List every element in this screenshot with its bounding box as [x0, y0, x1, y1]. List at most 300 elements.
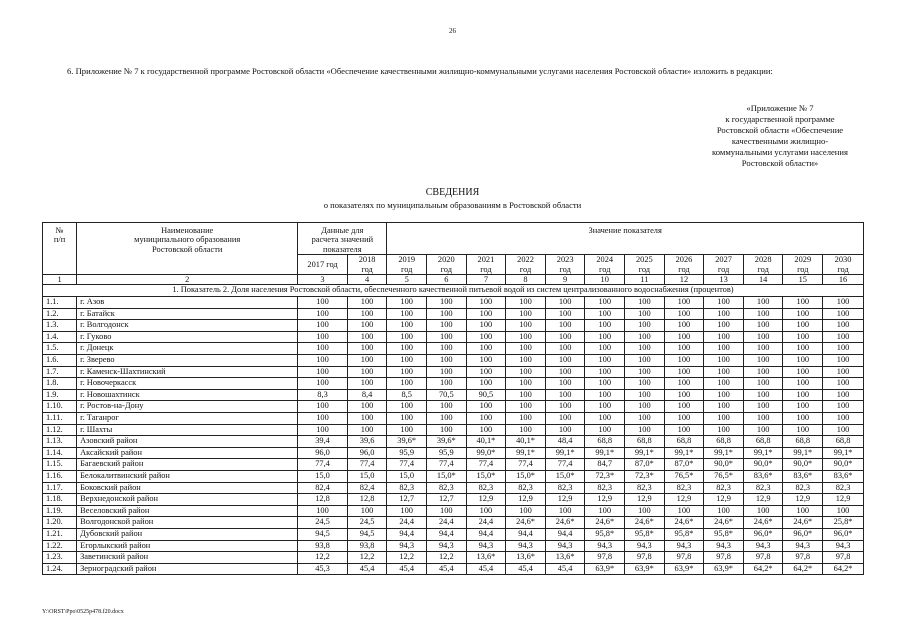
value-cell: 82,4 [347, 482, 387, 494]
table-row [43, 331, 864, 343]
value-cell: 100 [466, 355, 506, 367]
value-cell: 64,2* [743, 563, 783, 575]
value-cell: 83,6* [823, 470, 864, 482]
value-cell: 87,0* [664, 459, 704, 471]
municipality-name: г. Новочеркасск [77, 378, 298, 390]
value-cell: 63,9* [585, 563, 625, 575]
value-cell: 24,5 [347, 517, 387, 529]
value-cell: 95,9 [387, 447, 427, 459]
value-cell: 100 [347, 366, 387, 378]
value-cell: 100 [664, 297, 704, 309]
value-cell: 100 [427, 378, 467, 390]
value-cell: 100 [783, 401, 823, 413]
value-cell: 94,4 [387, 528, 427, 540]
value-cell: 95,9 [427, 447, 467, 459]
value-cell: 100 [506, 366, 546, 378]
column-number: 14 [743, 275, 783, 285]
value-cell: 68,8 [704, 436, 744, 448]
value-cell: 64,2* [783, 563, 823, 575]
intro-paragraph: 6. Приложение № 7 к государственной программе Ростовской области «Обеспечение качественными жилищно-коммунальными услугами населения Ростовской области» изложить в редакции: [67, 66, 773, 76]
table-row [43, 552, 864, 564]
value-cell: 100 [823, 355, 864, 367]
value-cell: 100 [664, 389, 704, 401]
value-cell: 100 [387, 331, 427, 343]
value-cell: 95,8* [664, 528, 704, 540]
value-cell: 100 [625, 308, 665, 320]
column-number: 11 [625, 275, 665, 285]
value-cell: 100 [823, 308, 864, 320]
header-calc-data: Данные для расчета значений показателя [298, 223, 387, 255]
file-path-footer: Y:\ORST\Ppo\0525p478.f20.docx [42, 609, 124, 615]
appendix-line: качественными жилищно- [731, 136, 829, 146]
value-cell: 82,4 [298, 482, 348, 494]
row-number: 1.24. [43, 563, 77, 575]
value-cell: 100 [347, 297, 387, 309]
value-cell: 97,8 [664, 552, 704, 564]
value-cell: 100 [823, 343, 864, 355]
value-cell: 99,1* [823, 447, 864, 459]
value-cell: 100 [743, 378, 783, 390]
value-cell: 100 [387, 355, 427, 367]
value-cell: 12,9 [743, 494, 783, 506]
value-cell: 100 [625, 355, 665, 367]
value-cell: 100 [664, 505, 704, 517]
municipality-name: Белокалитвинский район [77, 470, 298, 482]
value-cell: 100 [664, 366, 704, 378]
value-cell: 100 [664, 401, 704, 413]
value-cell: 77,4 [427, 459, 467, 471]
value-cell: 82,3 [545, 482, 585, 494]
municipality-name: г. Гуково [77, 331, 298, 343]
section-title: 1. Показатель 2. Доля населения Ростовской области, обеспеченного качественной питьевой водой из систем централизованного водоснабжения (процентов) [43, 285, 864, 297]
value-cell: 100 [545, 366, 585, 378]
value-cell: 15,0 [387, 470, 427, 482]
value-cell: 12,7 [427, 494, 467, 506]
header-year: 2022 год [506, 255, 546, 275]
table-row [43, 505, 864, 517]
value-cell: 100 [704, 366, 744, 378]
value-cell: 24,4 [427, 517, 467, 529]
value-cell: 100 [704, 331, 744, 343]
value-cell: 82,3 [625, 482, 665, 494]
value-cell: 100 [466, 378, 506, 390]
municipality-name: г. Волгодонск [77, 320, 298, 332]
appendix-heading [695, 103, 865, 169]
value-cell: 100 [625, 505, 665, 517]
value-cell: 84,7 [585, 459, 625, 471]
value-cell: 64,2* [823, 563, 864, 575]
value-cell: 100 [743, 424, 783, 436]
column-number: 16 [823, 275, 864, 285]
value-cell: 100 [625, 320, 665, 332]
header-indicator-value: Значение показателя [387, 223, 864, 255]
value-cell: 94,3 [625, 540, 665, 552]
value-cell: 94,3 [783, 540, 823, 552]
value-cell: 100 [585, 331, 625, 343]
value-cell: 100 [387, 308, 427, 320]
table-row [43, 470, 864, 482]
header-municipality: Наименование муниципального образования Ростовской области [77, 223, 298, 275]
value-cell: 100 [625, 389, 665, 401]
value-cell: 100 [298, 320, 348, 332]
table-row [43, 563, 864, 575]
value-cell: 100 [298, 412, 348, 424]
value-cell: 100 [743, 366, 783, 378]
table-row [43, 355, 864, 367]
value-cell: 100 [387, 320, 427, 332]
column-number: 9 [545, 275, 585, 285]
header-year-2017: 2017 год [298, 255, 348, 275]
value-cell: 25,8* [823, 517, 864, 529]
value-cell: 40,1* [466, 436, 506, 448]
value-cell: 100 [823, 424, 864, 436]
value-cell: 90,0* [823, 459, 864, 471]
value-cell: 68,8 [585, 436, 625, 448]
value-cell: 100 [545, 297, 585, 309]
value-cell: 100 [783, 389, 823, 401]
table-row [43, 459, 864, 471]
value-cell: 100 [298, 331, 348, 343]
value-cell: 45,4 [387, 563, 427, 575]
value-cell: 100 [783, 355, 823, 367]
value-cell: 12,9 [585, 494, 625, 506]
value-cell: 100 [823, 320, 864, 332]
table-row [43, 424, 864, 436]
value-cell: 100 [545, 401, 585, 413]
value-cell: 96,0 [298, 447, 348, 459]
header-year: 2026 год [664, 255, 704, 275]
value-cell: 68,8 [823, 436, 864, 448]
value-cell: 100 [298, 401, 348, 413]
value-cell: 100 [545, 505, 585, 517]
municipality-name: Аксайский район [77, 447, 298, 459]
header-year: 2023 год [545, 255, 585, 275]
value-cell: 94,4 [466, 528, 506, 540]
value-cell: 94,5 [347, 528, 387, 540]
value-cell: 100 [625, 343, 665, 355]
value-cell: 100 [506, 412, 546, 424]
value-cell: 95,8* [625, 528, 665, 540]
municipality-name: Азовский район [77, 436, 298, 448]
value-cell: 100 [704, 343, 744, 355]
value-cell: 24,4 [466, 517, 506, 529]
value-cell: 100 [625, 401, 665, 413]
value-cell: 15,0* [466, 470, 506, 482]
value-cell: 12,8 [298, 494, 348, 506]
header-year: 2025 год [625, 255, 665, 275]
value-cell: 100 [387, 297, 427, 309]
value-cell: 63,9* [704, 563, 744, 575]
value-cell: 39,6* [387, 436, 427, 448]
value-cell: 12,2 [427, 552, 467, 564]
header-year: 2019 год [387, 255, 427, 275]
value-cell: 97,8 [783, 552, 823, 564]
value-cell: 100 [427, 424, 467, 436]
value-cell: 100 [506, 331, 546, 343]
value-cell: 48,4 [545, 436, 585, 448]
value-cell: 12,2 [387, 552, 427, 564]
value-cell: 15,0* [427, 470, 467, 482]
value-cell: 100 [664, 412, 704, 424]
value-cell: 100 [545, 389, 585, 401]
page-number: 26 [449, 27, 456, 35]
value-cell: 100 [664, 308, 704, 320]
value-cell: 94,3 [506, 540, 546, 552]
municipality-name: Боковский район [77, 482, 298, 494]
value-cell: 99,1* [783, 447, 823, 459]
value-cell: 100 [298, 366, 348, 378]
value-cell: 39,6* [427, 436, 467, 448]
row-number: 1.10. [43, 401, 77, 413]
row-number: 1.13. [43, 436, 77, 448]
value-cell: 100 [387, 412, 427, 424]
value-cell: 100 [506, 401, 546, 413]
value-cell: 72,3* [585, 470, 625, 482]
value-cell: 100 [506, 424, 546, 436]
value-cell: 94,4 [545, 528, 585, 540]
value-cell: 99,1* [625, 447, 665, 459]
value-cell: 12,9 [704, 494, 744, 506]
municipality-name: Зерноградский район [77, 563, 298, 575]
municipality-name: Дубовский район [77, 528, 298, 540]
value-cell: 100 [387, 505, 427, 517]
value-cell: 70,5 [427, 389, 467, 401]
municipality-name: Егорлыкский район [77, 540, 298, 552]
value-cell: 24,4 [387, 517, 427, 529]
value-cell: 100 [506, 355, 546, 367]
table-row [43, 494, 864, 506]
value-cell: 100 [466, 308, 506, 320]
row-number: 1.9. [43, 389, 77, 401]
value-cell: 100 [664, 343, 704, 355]
value-cell: 100 [743, 412, 783, 424]
value-cell: 94,3 [704, 540, 744, 552]
value-cell: 99,1* [704, 447, 744, 459]
column-number: 2 [77, 275, 298, 285]
value-cell: 24,6* [625, 517, 665, 529]
value-cell: 100 [298, 378, 348, 390]
value-cell: 100 [387, 366, 427, 378]
value-cell: 100 [585, 355, 625, 367]
row-number: 1.20. [43, 517, 77, 529]
value-cell: 72,3* [625, 470, 665, 482]
value-cell: 100 [625, 424, 665, 436]
column-number: 1 [43, 275, 77, 285]
column-number: 3 [298, 275, 348, 285]
value-cell: 93,8 [298, 540, 348, 552]
municipality-name: г. Азов [77, 297, 298, 309]
value-cell: 96,0* [783, 528, 823, 540]
value-cell: 24,6* [743, 517, 783, 529]
row-number: 1.17. [43, 482, 77, 494]
value-cell: 83,6* [783, 470, 823, 482]
header-year: 2021 год [466, 255, 506, 275]
municipality-name: Веселовский район [77, 505, 298, 517]
value-cell: 100 [783, 505, 823, 517]
value-cell: 94,3 [823, 540, 864, 552]
table-row [43, 401, 864, 413]
column-number: 13 [704, 275, 744, 285]
value-cell: 100 [585, 320, 625, 332]
value-cell: 100 [347, 505, 387, 517]
municipality-name: г. Каменск-Шахтинский [77, 366, 298, 378]
appendix-line: Ростовской области «Обеспечение [716, 125, 844, 135]
column-number: 4 [347, 275, 387, 285]
value-cell: 82,3 [823, 482, 864, 494]
value-cell: 82,3 [506, 482, 546, 494]
value-cell: 82,3 [743, 482, 783, 494]
value-cell: 12,2 [347, 552, 387, 564]
value-cell: 12,8 [347, 494, 387, 506]
value-cell: 97,8 [743, 552, 783, 564]
column-number: 12 [664, 275, 704, 285]
table-row [43, 320, 864, 332]
row-number: 1.23. [43, 552, 77, 564]
value-cell: 100 [466, 401, 506, 413]
value-cell: 100 [427, 366, 467, 378]
value-cell: 100 [506, 343, 546, 355]
value-cell: 100 [585, 401, 625, 413]
value-cell: 100 [704, 378, 744, 390]
value-cell: 15,0 [347, 470, 387, 482]
value-cell: 100 [585, 297, 625, 309]
row-number: 1.14. [43, 447, 77, 459]
value-cell: 100 [466, 412, 506, 424]
value-cell: 100 [783, 320, 823, 332]
appendix-line: «Приложение № 7 [746, 103, 814, 113]
value-cell: 12,9 [625, 494, 665, 506]
value-cell: 100 [298, 505, 348, 517]
value-cell: 76,5* [664, 470, 704, 482]
value-cell: 8,3 [298, 389, 348, 401]
value-cell: 99,1* [664, 447, 704, 459]
value-cell: 100 [387, 343, 427, 355]
value-cell: 15,0 [298, 470, 348, 482]
value-cell: 100 [823, 297, 864, 309]
header-year: 2018 год [347, 255, 387, 275]
value-cell: 100 [466, 366, 506, 378]
row-number: 1.3. [43, 320, 77, 332]
value-cell: 24,6* [783, 517, 823, 529]
appendix-line: к государственной программе [725, 114, 835, 124]
value-cell: 8,5 [387, 389, 427, 401]
table-row [43, 436, 864, 448]
municipality-name: г. Батайск [77, 308, 298, 320]
value-cell: 90,5 [466, 389, 506, 401]
value-cell: 24,6* [585, 517, 625, 529]
value-cell: 45,4 [545, 563, 585, 575]
value-cell: 100 [664, 378, 704, 390]
value-cell: 95,8* [704, 528, 744, 540]
value-cell: 100 [743, 308, 783, 320]
value-cell: 77,4 [387, 459, 427, 471]
value-cell: 90,0* [743, 459, 783, 471]
value-cell: 24,6* [506, 517, 546, 529]
value-cell: 12,9 [823, 494, 864, 506]
value-cell: 12,9 [466, 494, 506, 506]
header-year: 2024 год [585, 255, 625, 275]
value-cell: 100 [298, 308, 348, 320]
value-cell: 100 [625, 366, 665, 378]
value-cell: 63,9* [664, 563, 704, 575]
value-cell: 99,0* [466, 447, 506, 459]
value-cell: 100 [466, 505, 506, 517]
value-cell: 100 [823, 378, 864, 390]
value-cell: 24,5 [298, 517, 348, 529]
table-row [43, 308, 864, 320]
value-cell: 100 [783, 308, 823, 320]
value-cell: 68,8 [625, 436, 665, 448]
value-cell: 100 [506, 308, 546, 320]
table-row [43, 378, 864, 390]
value-cell: 100 [743, 389, 783, 401]
value-cell: 99,1* [743, 447, 783, 459]
column-number: 5 [387, 275, 427, 285]
value-cell: 12,2 [298, 552, 348, 564]
value-cell: 100 [427, 401, 467, 413]
document-subtitle: о показателях по муниципальным образованиям в Ростовской области [323, 200, 582, 210]
value-cell: 100 [585, 389, 625, 401]
value-cell: 39,4 [298, 436, 348, 448]
table-row [43, 297, 864, 309]
value-cell: 96,0* [823, 528, 864, 540]
value-cell: 100 [783, 378, 823, 390]
value-cell: 94,4 [506, 528, 546, 540]
value-cell: 82,3 [664, 482, 704, 494]
value-cell: 90,0* [783, 459, 823, 471]
value-cell: 94,3 [545, 540, 585, 552]
value-cell: 63,9* [625, 563, 665, 575]
value-cell: 100 [545, 343, 585, 355]
value-cell: 94,3 [743, 540, 783, 552]
row-number: 1.2. [43, 308, 77, 320]
value-cell: 96,0* [743, 528, 783, 540]
row-number: 1.12. [43, 424, 77, 436]
value-cell: 100 [585, 378, 625, 390]
value-cell: 100 [298, 355, 348, 367]
value-cell: 100 [506, 378, 546, 390]
municipality-name: г. Новошахтинск [77, 389, 298, 401]
value-cell: 15,0* [545, 470, 585, 482]
value-cell: 77,4 [347, 459, 387, 471]
value-cell: 100 [625, 297, 665, 309]
value-cell: 100 [704, 389, 744, 401]
value-cell: 100 [585, 343, 625, 355]
value-cell: 100 [466, 343, 506, 355]
value-cell: 94,3 [387, 540, 427, 552]
value-cell: 100 [545, 378, 585, 390]
value-cell: 100 [347, 378, 387, 390]
row-number: 1.16. [43, 470, 77, 482]
value-cell: 100 [545, 320, 585, 332]
value-cell: 82,3 [427, 482, 467, 494]
municipality-name: г. Зверево [77, 355, 298, 367]
value-cell: 12,9 [783, 494, 823, 506]
table-row [43, 517, 864, 529]
value-cell: 94,5 [298, 528, 348, 540]
column-number: 15 [783, 275, 823, 285]
value-cell: 100 [664, 320, 704, 332]
value-cell: 100 [743, 505, 783, 517]
value-cell: 96,0 [347, 447, 387, 459]
row-number: 1.22. [43, 540, 77, 552]
value-cell: 45,4 [427, 563, 467, 575]
value-cell: 100 [625, 412, 665, 424]
appendix-line: Ростовской области» [741, 158, 819, 168]
value-cell: 76,5* [704, 470, 744, 482]
value-cell: 68,8 [664, 436, 704, 448]
value-cell: 100 [545, 308, 585, 320]
